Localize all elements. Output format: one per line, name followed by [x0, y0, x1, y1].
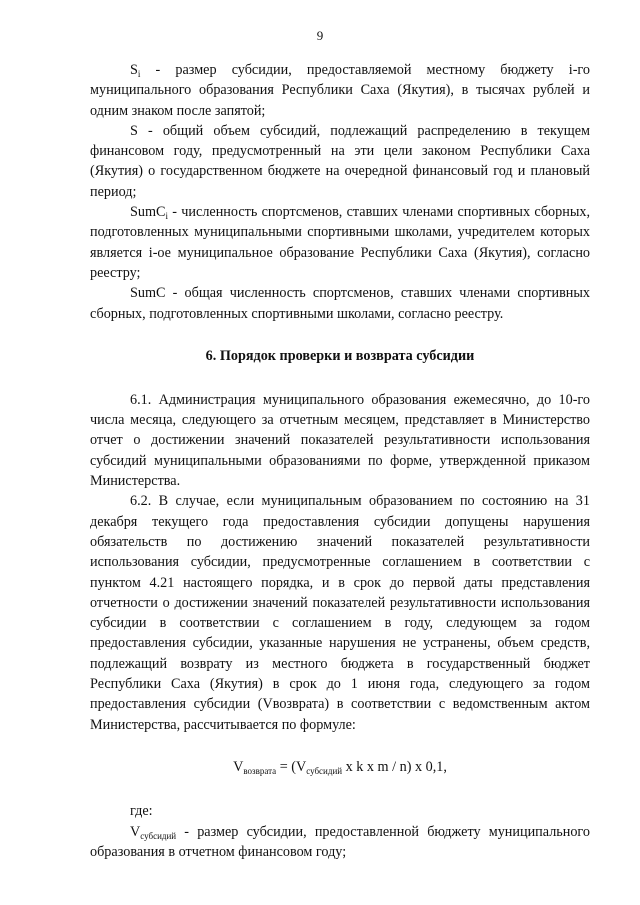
symbol-si: S	[130, 62, 138, 78]
symbol-sumci-sub: i	[165, 211, 168, 222]
definition-sumc-text: - общая численность спортсменов, ставших членами спортивных сборных, подготовленных спортивными школами, согласно реестру.	[90, 285, 590, 322]
document-body	[90, 60, 590, 862]
definition-sumci	[90, 202, 590, 283]
definition-si-text: - размер субсидии, предоставляемой местному бюджету i-го муниципального образования Республики Саха (Якутия), в тысячах рублей и одним знаком после запятой;	[90, 62, 590, 119]
where-label: где:	[130, 803, 153, 820]
paragraph-6-1: 6.1. Администрация муниципального образования ежемесячно, до 10-го числа месяца, следующего за отчетным месяцем, представляет в Министерство отчет о достижении значений показателей результативности использования субсидий муниципальными образованиями по форме, утвержденной приказом Министерства.	[90, 391, 590, 490]
formula-lhs-sub: возврата	[243, 765, 277, 776]
section-heading: 6. Порядок проверки и возврата субсидии	[205, 347, 475, 364]
formula-rest: x k x m / n) x 0,1,	[342, 758, 447, 775]
formula-rhs-sub: субсидий	[306, 765, 343, 776]
symbol-vsubsidy: V	[130, 823, 141, 840]
symbol-sumci: SumC	[130, 204, 166, 221]
page-number: 9	[316, 28, 324, 43]
formula-eq: = (V	[276, 758, 307, 775]
symbol-s: S	[130, 122, 138, 139]
definition-vsubsidy-text: - размер субсидии, предоставленной бюджету муниципального образования в отчетном финансовом году;	[90, 823, 590, 860]
return-formula	[90, 757, 590, 777]
definition-si	[90, 60, 590, 121]
definition-sumci-text: - численность спортсменов, ставших членами спортивных сборных, подготовленных муниципальными спортивными школами, учредителем которых является i-ое муниципальное образование Республики Саха (Якутия), согласно реестру;	[90, 204, 590, 281]
definition-s	[90, 121, 590, 202]
formula-lhs: V	[233, 758, 244, 775]
symbol-sumc: SumC	[130, 285, 166, 302]
definition-vsubsidy	[90, 822, 590, 863]
definition-sumc	[90, 283, 590, 324]
definition-s-text: - общий объем субсидий, подлежащий распределению в текущем финансовом году, предусмотренный на эти цели законом Республики Саха (Якутия) о государственном бюджете на очередной финансовый год и плановый период;	[90, 122, 590, 200]
paragraph-6-2: 6.2. В случае, если муниципальным образованием по состоянию на 31 декабря текущего года предоставления субсидии допущены нарушения обязательств по достижению значений показателей результативности использования субсидии, предусмотренные соглашением в соответствии с пунктом 4.21 настоящего порядка, и в срок до первой даты представления отчетности о достижении значений показателей результативности использования субсидии в соответствии с соглашением в году, следующем за годом предоставления субсидии, указанные нарушения не устранены, объем средств, подлежащий возврату из местного бюджета в государственный бюджет Республики Саха (Якутия) в срок до 1 июня года, следующего за годом предоставления субсидии (Vвозврата) в соответствии с ведомственным актом Министерства, рассчитывается по формуле:	[90, 493, 590, 733]
symbol-vsubsidy-sub: субсидий	[140, 830, 177, 841]
symbol-si-sub: i	[137, 69, 141, 79]
